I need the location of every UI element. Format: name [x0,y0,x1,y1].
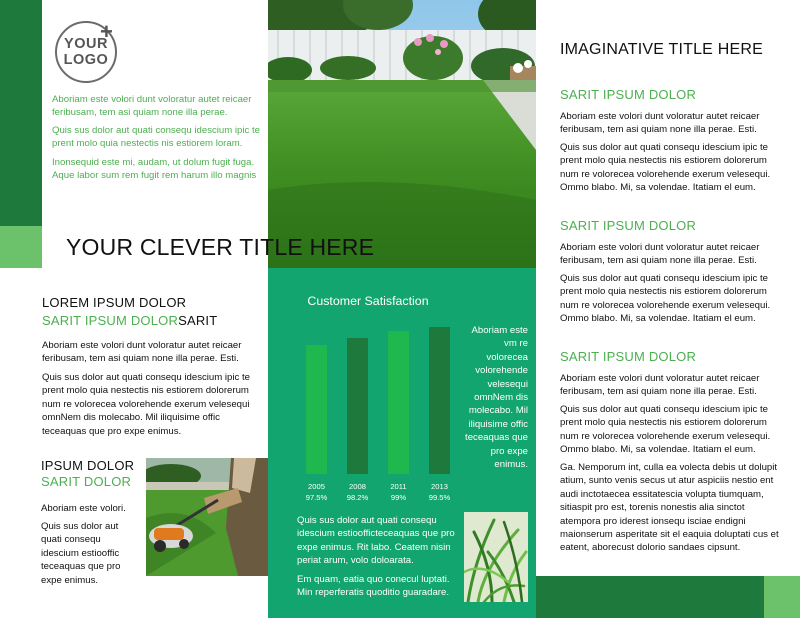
teal-paragraph-2: Em quam, eatia quo conecul luptati. Min reperferatis quoditio guaradare. [297,574,450,599]
ipsum-heading: IPSUM DOLOR [41,458,135,473]
lorem-paragraph-1: Aboriam este volori dunt voloratur autet reicaer feribusam, tem asi quiam none illa perae. Esti. [42,340,242,365]
logo-line-1: YOUR [64,36,108,52]
ipsum-subheading: SARIT DOLOR [41,474,132,489]
chart-data-label: 98.2% [346,493,369,502]
chart-tick-year: 2013 [431,482,448,491]
lorem-subheading-green: SARIT IPSUM DOLOR [42,313,179,328]
chart-data-label: 99.5% [428,493,451,502]
panel3-section2-heading: SARIT IPSUM DOLOR [560,218,697,233]
lorem-subheading [42,312,217,330]
chart-data-label: 99% [390,493,407,502]
footer-accent-dark [536,576,764,618]
bar-chart [268,268,468,508]
panel3-section2-paragraph-2: Quis sus dolor aut quati consequ idescium ipic te prent molo quia nestectis nis estiorem dolorerum num re volorecea volorehende exerum velesequi. Ommo blabo. Mi, sa volendae. Itatiam el eum. [560,273,771,325]
lawn-mower-photo [146,458,268,576]
chart-bar-2008 [347,338,368,474]
main-title: YOUR CLEVER TITLE HERE [66,234,375,260]
chart-title: Customer Satisfaction [307,294,429,308]
chart-tick-year: 2005 [308,482,325,491]
intro-paragraph-2: Quis sus dolor aut quati consequ idescium ipic te prent molo quia nestectis nis estiorem loram. [52,125,260,150]
chart-side-text: Aboriam este vm re volorecea volorehende velesequi omnNem dis molecabo. Mil iliquisime offic teceaquas que pro expe enimus. [465,325,528,471]
logo-plus-icon: + [100,19,113,44]
intro-paragraph-3: Inonsequid este mi, audam, ut dolum fugit fuga. Aque labor sum rem fugit rem harum illo magnis [52,157,257,182]
footer-accent-light [764,576,800,618]
panel3-section3-heading: SARIT IPSUM DOLOR [560,349,697,364]
lorem-paragraph-2: Quis sus dolor aut quati consequ idescium ipic te prent molo quia nestectis nis estiorem dolorerum num re volorecea volorehende exerum velesequi omnNem dis molecabo. Mil iliquisime offic teceaquas que pro expe enimus. [42,372,250,437]
chart-bar-2013 [429,327,450,475]
sidebar-accent-dark [0,0,42,226]
panel3-section3-paragraph-2: Quis sus dolor aut quati consequ idescium ipic te prent molo quia nestectis nis estiorem dolorerum num re volorecea volorehende exerum velesequi. Ommo blabo. Mi, sa volendae. Itatiam el eum. [560,404,771,456]
intro-paragraph-1: Aboriam este volori dunt voloratur autet reicaer feribusam, tem asi quiam none illa perae. [52,94,252,119]
panel3-section3-paragraph-1: Aboriam este volori dunt voloratur autet reicaer feribusam, tem asi quiam none illa perae. Esti. [560,373,760,398]
lorem-subheading-suffix: SARIT [178,313,218,328]
chart-tick-year: 2011 [390,482,407,491]
chart-bar-2011 [388,331,409,474]
panel3-section1-paragraph-1: Aboriam este volori dunt voloratur autet reicaer feribusam, tem asi quiam none illa perae. Esti. [560,111,760,136]
panel3-section3-paragraph-3: Ga. Nemporum int, culla ea volecta debis ut dolupit atium, sunto venis secus ut atur aspiciis nestio ent audi inctotaecea essitatescia volupta tiumquam, sitiaspit pro est, torenis nonestis alia sinctot atempora pro iderest ionsequ isciae endigni maionserum asperitate sit el eaquia doluptati cus et eatent, aborecust dolorio sandaes cipsunt. [560,462,779,554]
panel3-section1-paragraph-2: Quis sus dolor aut quati consequ idescium ipic te prent molo quia nestectis nis estiorem dolorerum num re volorecea volorehende exerum velesequi. Ommo blabo. Mi, sa volendae. Itatiam el eum. [560,142,771,194]
teal-paragraph-1: Quis sus dolor aut quati consequ idescium estioofficteceaquas que pro expe enimus. Rit labo. Ceatem nisin periat arum, volo doloarata. [297,515,455,567]
panel3-title: IMAGINATIVE TITLE HERE [560,41,763,58]
panel3-section2-paragraph-1: Aboriam este volori dunt voloratur autet reicaer feribusam, tem asi quiam none illa perae. Esti. [560,242,760,267]
lawn-photo [268,0,536,268]
grass-photo [464,512,528,602]
sidebar-accent-light [0,226,42,268]
chart-bar-2005 [306,345,327,475]
ipsum-paragraph-2: Quis sus dolor aut quati consequ idescium estiooffic teceaquas que pro expe enimus. [41,521,121,586]
logo-line-2: LOGO [63,52,109,68]
ipsum-paragraph-1: Aboriam este volori. [41,503,126,514]
lorem-heading: LOREM IPSUM DOLOR [42,295,187,310]
chart-data-label: 97.5% [305,493,328,502]
chart-tick-year: 2008 [349,482,366,491]
panel3-section1-heading: SARIT IPSUM DOLOR [560,87,697,102]
